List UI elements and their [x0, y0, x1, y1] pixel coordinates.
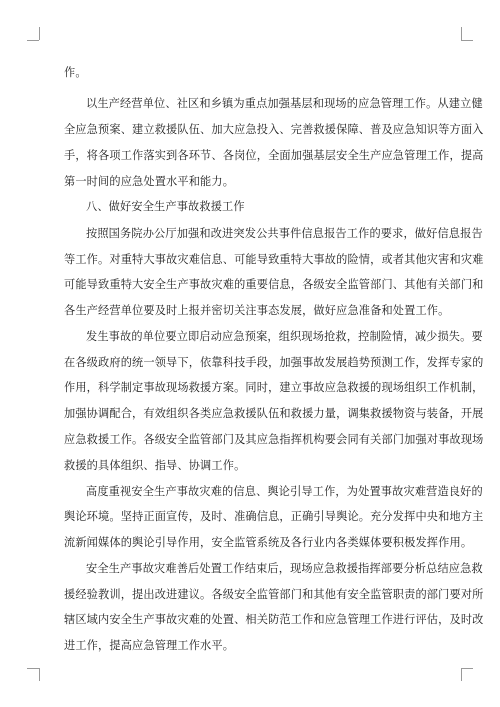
- text-line: 救援的具体组织、指导、协调工作。: [64, 459, 246, 472]
- text-line: 发生事故的单位要立即启动应急预案，组织现场抢救，控制险情，减少损失。要: [86, 330, 483, 343]
- text-line: 加强协调配合，有效组织各类应急救援队伍和救援力量，调集救援物资与装备，开展: [64, 407, 484, 420]
- text-line: 作。: [64, 66, 87, 79]
- text-line: 安全生产事故灾难善后处置工作结束后，现场应急救援指挥部要分析总结应急救: [86, 562, 483, 575]
- text-line: 应急救援工作。各级安全监管部门及其应急指挥机构要会同有关部门加强对事故现场: [64, 433, 484, 446]
- text-line: 舆论环境。坚持正面宣传，及时、准确信息，正确引导舆论。充分发挥中央和地方主: [64, 510, 484, 523]
- text-line: 作用，科学制定事故现场救援方案。同时，建立事故应急救援的现场组织工作机制，: [64, 381, 484, 394]
- text-line: 流新闻媒体的舆论引导作用，安全监管系统及各行业内各类媒体要积极发挥作用。: [64, 536, 473, 549]
- text-line: 等工作。对重特大事故灾难信息、可能导致重特大事故的险情，或者其他灾害和灾难: [64, 253, 484, 266]
- text-line: 第一时间的应急处置水平和能力。: [64, 175, 235, 188]
- crop-mark-bottom-right: [461, 668, 462, 681]
- text-line: 进工作，提高应急管理工作水平。: [64, 639, 235, 652]
- crop-mark-bottom-left: [27, 668, 39, 669]
- text-line: 可能导致重特大安全生产事故灾难的重要信息，各级安全监管部门、其他有关部门和: [64, 278, 484, 291]
- text-line: 高度重视安全生产事故灾难的信息、舆论引导工作，为处置事故灾难营造良好的: [86, 485, 483, 498]
- section-heading: 八、做好安全生产事故救援工作: [86, 200, 245, 213]
- text-line: 辖区域内安全生产事故灾难的处置、相关防范工作和应急管理工作进行评估，及时改: [64, 613, 484, 626]
- text-line: 援经验教训，提出改进建议。各级安全监管部门和其他有安全监管职责的部门要对所: [64, 588, 484, 601]
- crop-mark-top-left: [27, 40, 39, 41]
- crop-mark-top-right: [461, 40, 473, 41]
- crop-mark-top-left: [39, 27, 40, 40]
- crop-mark-top-right: [461, 27, 462, 40]
- text-line: 手，将各项工作落实到各环节、各岗位，全面加强基层安全生产应急管理工作，提高: [64, 149, 484, 162]
- text-line: 各生产经营单位要及时上报并密切关注事态发展，做好应急准备和处置工作。: [64, 304, 450, 317]
- text-line: 按照国务院办公厅加强和改进突发公共事件信息报告工作的要求，做好信息报告: [86, 227, 483, 240]
- text-line: 在各级政府的统一领导下，依靠科技手段，加强事故发展趋势预测工作，发挥专家的: [64, 356, 484, 369]
- text-line: 以生产经营单位、社区和乡镇为重点加强基层和现场的应急管理工作。从建立健: [86, 97, 483, 110]
- crop-mark-bottom-right: [461, 668, 473, 669]
- text-line: 全应急预案、建立救援队伍、加大应急投入、完善救援保障、普及应急知识等方面入: [64, 123, 484, 136]
- crop-mark-bottom-left: [39, 668, 40, 681]
